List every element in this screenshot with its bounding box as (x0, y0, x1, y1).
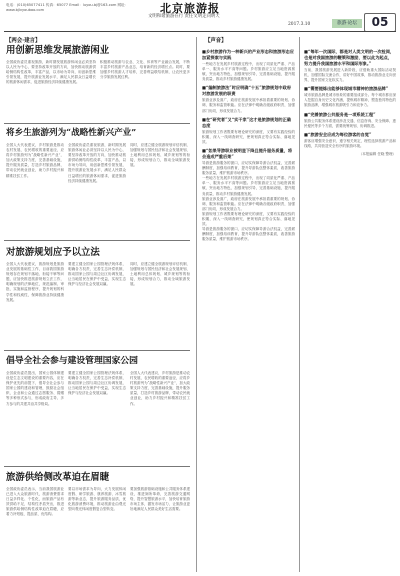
article-body: 要加强旅游基础设施和公共服务体系建设，推进厕所革命，完善旅游交通网络，提升智慧旅游水平，加快培育旅游市场主体，激发市场活力，让旅游业更好地满足人民群众美好生活需要。 (130, 487, 190, 512)
article-headline: 旅游供给侧改革迫在眉睫 (6, 472, 110, 483)
issue-date: 2017.3.10 (288, 22, 311, 27)
voice-item: ■“完善旅游公共服务是一项系统工程” 旅游公共服务体系建设涉及交通、信息咨询、安全保障、惠民便民等多个方面，需要统筹规划、协调推进。 (304, 111, 396, 128)
section-rule (4, 123, 190, 124)
section-rule (4, 240, 190, 241)
article-body: 全国人大代表建议，旅游规划是旅游业发展的基础性工作，目前我国旅游规划存在规划不落地、衔接不够等问题，应加快推进旅游规划立法工作，明确规划的法律地位，规范编制、审批、实施和监督程序，提升规划的科学性和权威性，保障旅游业持续健康发展。 (6, 262, 64, 302)
voices-column-2 (304, 46, 396, 566)
voice-item: ■在“研究者”又“实干家”这才是旅游规划的正确态度 旅游规划工作者既要有理论研究的深度，又要有实践经验的积累，深入一线调查研究，使规划真正符合实际、落地见效。 (202, 116, 295, 144)
article-planning-law (6, 246, 192, 259)
column-divider (299, 37, 300, 572)
section-rule (4, 466, 190, 467)
article-national-park (6, 355, 192, 367)
article-body: 同时，应建立健全旅游规划评估机制，加强规划与国民经济和社会发展规划、土地利用总体规划、城乡规划等的衔接，形成规划合力，推动全域旅游发展。 (130, 262, 190, 287)
newspaper-slogan: 文明和谐旅游在行 责任文明走向明天 (148, 14, 220, 19)
article-headline: 将乡生旅游列为“战略性新兴产业” (6, 128, 137, 138)
tab-lianghui: 【两会·建言】 (6, 38, 41, 44)
article-body: 要以市场需求为导向，大力发展休闲度假、研学旅游、康养旅游、冰雪旅游等新业态，提升旅游服务品质，优化旅游消费环境，推动旅游业由观光型向观光休闲度假复合型转变。 (68, 487, 126, 512)
tab-voices: 【声音】 (205, 38, 227, 44)
masthead (0, 0, 400, 30)
newspaper-title: 北京旅游报 (160, 2, 220, 15)
voice-item: ■乡村旅游作为一种新兴的产业形态和旅游形态应加紧探索与实践 一些地方在发展乡村旅游过程中，出现了同质化严重、产品单一、服务水平不高等问题。乡村旅游应立足当地资源禀赋，突出地方特色，加强规划引导，完善基础设施，提升服务质量，推动乡村旅游健康发展。 (202, 49, 295, 82)
article-body: 全国人大代表建议，乡村旅游是推动农村发展、农民增收的重要途径，应将乡村旅游列为“战略性新兴产业”，加大政策支持力度，完善基础设施，提升服务质量，打造乡村旅游品牌，带动农民就业创业，助力乡村振兴和精准扶贫工作。 (6, 143, 64, 178)
article-body: 全国人大代表建议，乡村旅游是推动农村发展、农民增收的重要途径，应将乡村旅游列为“战略性新兴产业”，加大政策支持力度，完善基础设施，提升服务质量，打造乡村旅游品牌，带动农民就业创业，助力乡村振兴和精准扶贫工作。 (130, 371, 190, 406)
voice-item: ■“如果导游职业被明显下降且提升服务质量，将会造成严重后果” 导游是旅游服务的窗口，应切实保障导游合法权益，完善薪酬制度，加强培训教育，提升导游队伍整体素质，改善旅游服务质量，维护旅游市场秩序。 (202, 147, 295, 176)
article-body: 全国政协委员重视旅游，新时期发展旅游休闲业必须坚持以人民为中心，要坚持改革开放的方向，加快推动旅游供给侧结构性改革，丰富产品，以市场为导向，用创新思维引领发展，提升旅游业发展水平，满足人民群众日益增长的旅游休闲需求，促进旅游经济持续健康发展。 (68, 143, 126, 183)
voice-item: ■“每年一次国际，都是对人类文明的一次检阅，也是对我国旅游的鞭策和激励，要以此为起点，努力提升我国旅游水平和国际形象。” 当前，我国旅游发展进入新阶段，应借助重大国际活动契机，加强国际交流合作，讲好中国故事，推动旅游业走向世界，提升国家文化软实力。 (304, 49, 396, 83)
masthead-contact: 电话：(010)65077411 传真：65077 Email：luyou.bj@163.com 网址：www.bjlvyoubao.com (6, 3, 129, 13)
column-divider (196, 37, 197, 572)
article-headline: 用创新思维发展旅游闲业 (6, 45, 110, 56)
article-headline: 对旅游规划应予以立法 (6, 247, 100, 258)
editor-credit: （本报编辑 任晓 整理） (358, 151, 396, 156)
article-rural-tourism (6, 127, 192, 139)
article-body: 积极推动旅游与农业、文化、体育等产业融合发展，不断丰富乡村旅游产品业态，培育新的经济增长点。同时，要加强乡村旅游人才培养，完善利益联结机制，让农民更多分享旅游发展红利。 (100, 60, 190, 80)
article-supply-side (6, 471, 192, 484)
article-innovation (6, 44, 192, 57)
article-body: 要建立健全国家公园管理法规体系，明确各方权责，完善生态补偿机制，推动国家公园与周边社区协调发展，让当地居民在保护中受益，实现生态保护与经济社会发展双赢。 (68, 262, 126, 287)
section-label: 旅游·论坛 (332, 19, 362, 28)
article-body: 全国政协委员重视旅游，新时期发展旅游休闲业必须坚持以人民为中心，要坚持改革开放的方向，加快推动旅游供给侧结构性改革，丰富产品，以市场为导向，用创新思维引领发展，提升旅游业发展水平，满足人民群众日益增长的旅游休闲需求，促进旅游经济持续健康发展。 (6, 60, 96, 85)
section-rule (4, 350, 190, 351)
article-body: 同时，应建立健全旅游规划评估机制，加强规划与国民经济和社会发展规划、土地利用总体规划、城乡规划等的衔接，形成规划合力，推动全域旅游发展。 (130, 143, 190, 168)
article-body: 要建立健全国家公园管理法规体系，明确各方权责，完善生态补偿机制，推动国家公园与周边社区协调发展，让当地居民在保护中受益，实现生态保护与经济社会发展双赢。 (68, 371, 126, 396)
voice-item: ■“编制旅游法”时应明确“十五”旅游规划中政府对旅游发展的职责 旅游业涉及面广，政府在旅游发展中承担着重要的规划、协调、服务和监管职能。应在法律中明确各级政府职责，加强部门协同，形成发展合力。 (202, 85, 295, 113)
article-body: 全国政协委员表示，当前我国旅游业已进入大众旅游时代，旅游消费需求日益多样化、个性化，而旅游产品有效供给不足，结构性矛盾突出，推进旅游供给侧结构性改革迫在眉睫，应着力补短板、提品质、优结构。 (6, 487, 64, 517)
masthead-rule (4, 31, 396, 32)
article-body: 全国政协委员提出，国家公园体制建设是生态文明建设的重要内容，应在保护优先的前提下，倡导全社会参与国家公园的建设和管理，鼓励社会组织、企业和公众通过志愿服务、捐赠等多种形式参与，形成政府主导、多方参与的共建共治共享格局。 (6, 371, 64, 406)
page-number: 05 (364, 13, 396, 32)
article-headline: 倡导全社会参与建设管理国家公园 (6, 356, 138, 366)
voice-item: ■“旅游安全应成为每位游客的自觉” 游客应增强安全意识，遵守相关规定，理性选择旅游产品和线路，共同营造安全有序的旅游环境。 (304, 131, 396, 148)
voice-item-repeat: 一些地方在发展乡村旅游过程中，出现了同质化严重、产品单一、服务水平不高等问题。乡村旅游应立足当地资源禀赋，突出地方特色，加强规划引导，完善基础设施，提升服务质量，推动乡村旅游健康发展。 旅游业涉及面广，政府在旅游发展中承担着重要的规划、协调、服务和监管职能。应在法律中明确各级政府职责，加强部门协同，形成发展合力。 旅游规划工作者既要有理论研究的深度，又要有实践经验的积累，深入一线调查研究，使规划真正符合实际、落地见效。 导游是旅游服务的窗口，应切实保障导游合法权益，完善薪酬制度，加强培训教育，提升导游队伍整体素质，改善旅游服务质量，维护旅游市场秩序。 (202, 176, 295, 242)
voice-item: ■“需要提炼出能够体现城市精神的旅游品牌” 城市旅游品牌是城市形象的重要组成部分。每个城市都应深入挖掘自身历史文化内涵，提炼城市精神，塑造独具特色的旅游品牌，增强城市旅游吸引力和竞争力。 (304, 86, 396, 108)
voices-column-1 (202, 46, 295, 572)
